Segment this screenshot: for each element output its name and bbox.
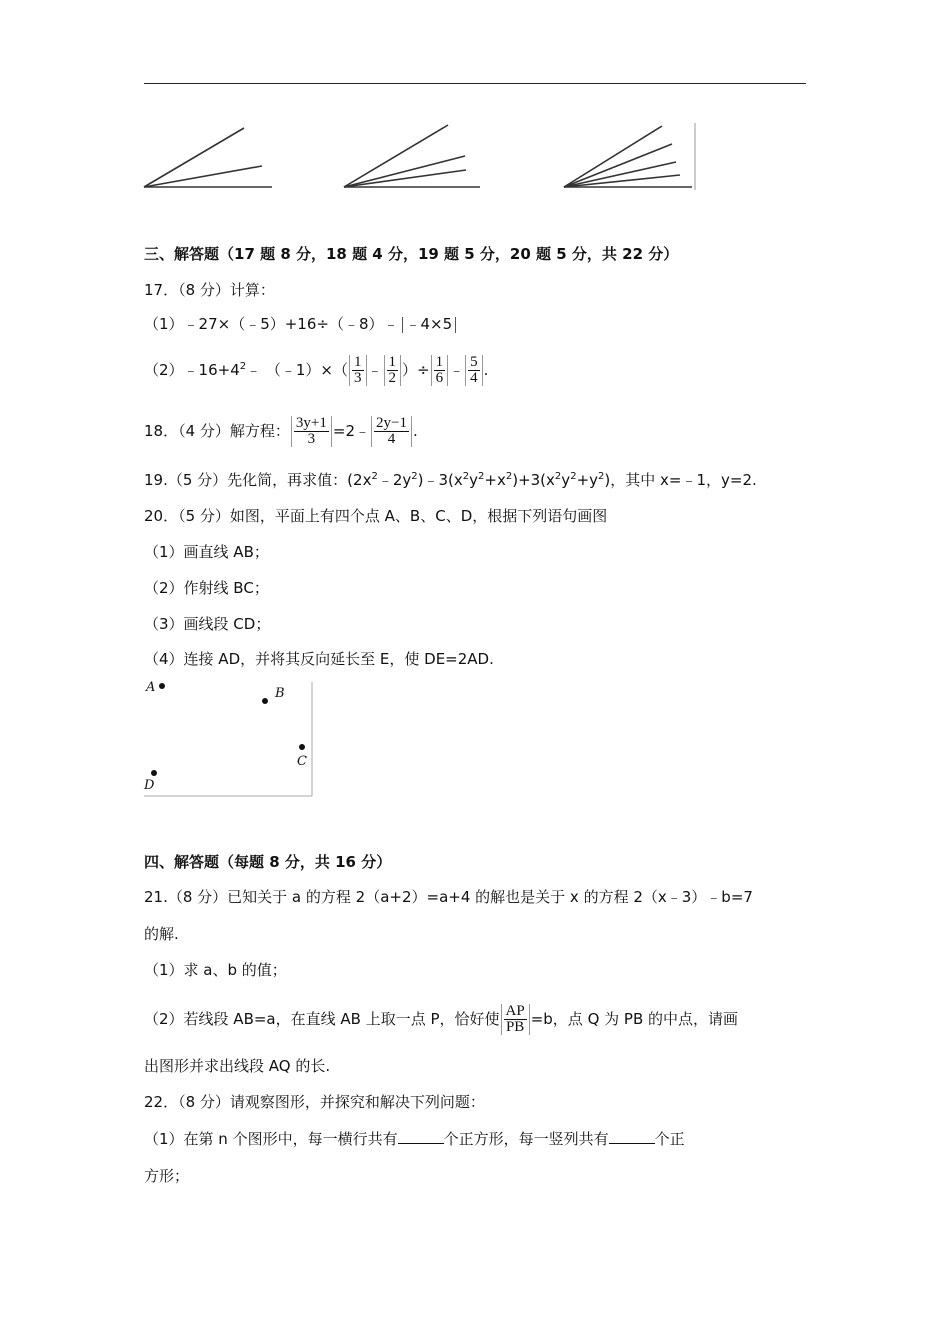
header-rule [144,83,806,84]
point-b-dot [262,698,268,704]
angle-figure-2 [344,125,480,187]
q18-mid: =2﹣ [332,422,370,440]
q17-title: 17．（8 分）计算： [144,281,275,299]
angle-figure-3 [564,123,695,190]
q21-line2: 的解. [144,925,179,943]
q19: 19.（5 分）先化简，再求值：$(2x^2﹣2y^2)﹣3(x^2y^2+x^2)+3(x^2y^2+y^2)$，其中 x=﹣1，y=2. [144,471,757,489]
q17-p2-text: （2）﹣16+4 [144,361,240,379]
point-c-label: C [297,754,307,769]
q17-frac-1: $\frac{1}{3}$ [349,355,367,386]
q17-part1 [144,313,459,335]
answer-blank-1[interactable] [398,1129,444,1144]
q21-p2-text: （2）若线段 AB=a，在直线 AB 上取一点 P，恰好使 [144,1010,500,1028]
q18-end: . [412,422,418,440]
q20-item-1: （1）画直线 AB； [144,543,269,561]
point-a-dot [159,683,165,689]
q20-title: 20．（5 分）如图，平面上有四个点 A、B、C、D，根据下列语句画图 [144,507,608,525]
q21-part2-line2: 出图形并求出线段 AQ 的长. [144,1057,331,1075]
q17-p1-text: （1）﹣27×（﹣5）+16÷（﹣8）﹣ [144,315,399,333]
q20-item-3: （3）画线段 CD； [144,615,271,633]
point-b-label: B [275,686,285,701]
q18-frac-1: $\frac{3y+1}{3}$ [291,416,332,447]
q17-frac-4: $\frac{5}{4}$ [465,355,483,386]
q21-frac: $\frac{AP}{PB}$ [501,1004,530,1035]
q22-title: 22．（8 分）请观察图形，并探究和解决下列问题： [144,1093,485,1111]
points-figure-frame [144,680,314,798]
q17-frac-2: $\frac{1}{2}$ [384,355,402,386]
q20-item-4: （4）连接 AD，并将其反向延长至 E，使 DE=2AD. [144,650,494,668]
q17-minus-2: ﹣ [449,361,465,379]
q18-title: 18．（4 分）解方程： [144,422,290,440]
section3-heading: 三、解答题（17 题 8 分，18 题 4 分，19 题 5 分，20 题 5 分，共 22 分） [144,245,679,263]
points-figure [144,680,314,798]
q21-part1: （1）求 a、b 的值； [144,961,287,979]
point-c-dot [299,744,305,750]
q18-frac-2: $\frac{2y-1}{4}$ [371,416,412,447]
q22-p1-text-c: 个正 [654,1130,685,1148]
q22-p1-text-b: 个正方形，每一竖列共有 [443,1130,609,1148]
q22-part1-line2: 方形； [144,1167,190,1185]
q17-minus-1: ﹣ [367,361,383,379]
point-a-label: A [146,680,156,695]
q17-p2-exp: 2 [239,361,247,372]
q17-p1-abs: ﹣4×5 [405,315,453,333]
q17-p2-end: . [483,361,489,379]
point-d-label: D [144,778,155,793]
angle-figures [140,118,700,193]
q21-line1: 21.（8 分）已知关于 a 的方程 2（a+2）=a+4 的解也是关于 x 的方程 2（x﹣3）﹣b=7 [144,888,753,906]
q17-frac-3: $\frac{1}{6}$ [431,355,449,386]
q22-p1-text: （1）在第 n 个图形中，每一横行共有 [144,1130,398,1148]
q21-part2 [144,1004,738,1035]
point-d-dot [151,770,157,776]
angle-figure-1 [144,128,272,187]
section4-heading: 四、解答题（每题 8 分，共 16 分） [144,853,392,871]
q17-p2-text-c: ）÷ [402,361,430,379]
q18 [144,416,418,447]
q17-p2-text-b: ﹣ （﹣1）×（ [246,361,349,379]
q21-p2-text-b: =b，点 Q 为 PB 的中点，请画 [530,1010,739,1028]
q22-part1 [144,1128,685,1150]
q20-item-2: （2）作射线 BC； [144,579,269,597]
q17-part2 [144,355,488,386]
answer-blank-2[interactable] [609,1129,655,1144]
